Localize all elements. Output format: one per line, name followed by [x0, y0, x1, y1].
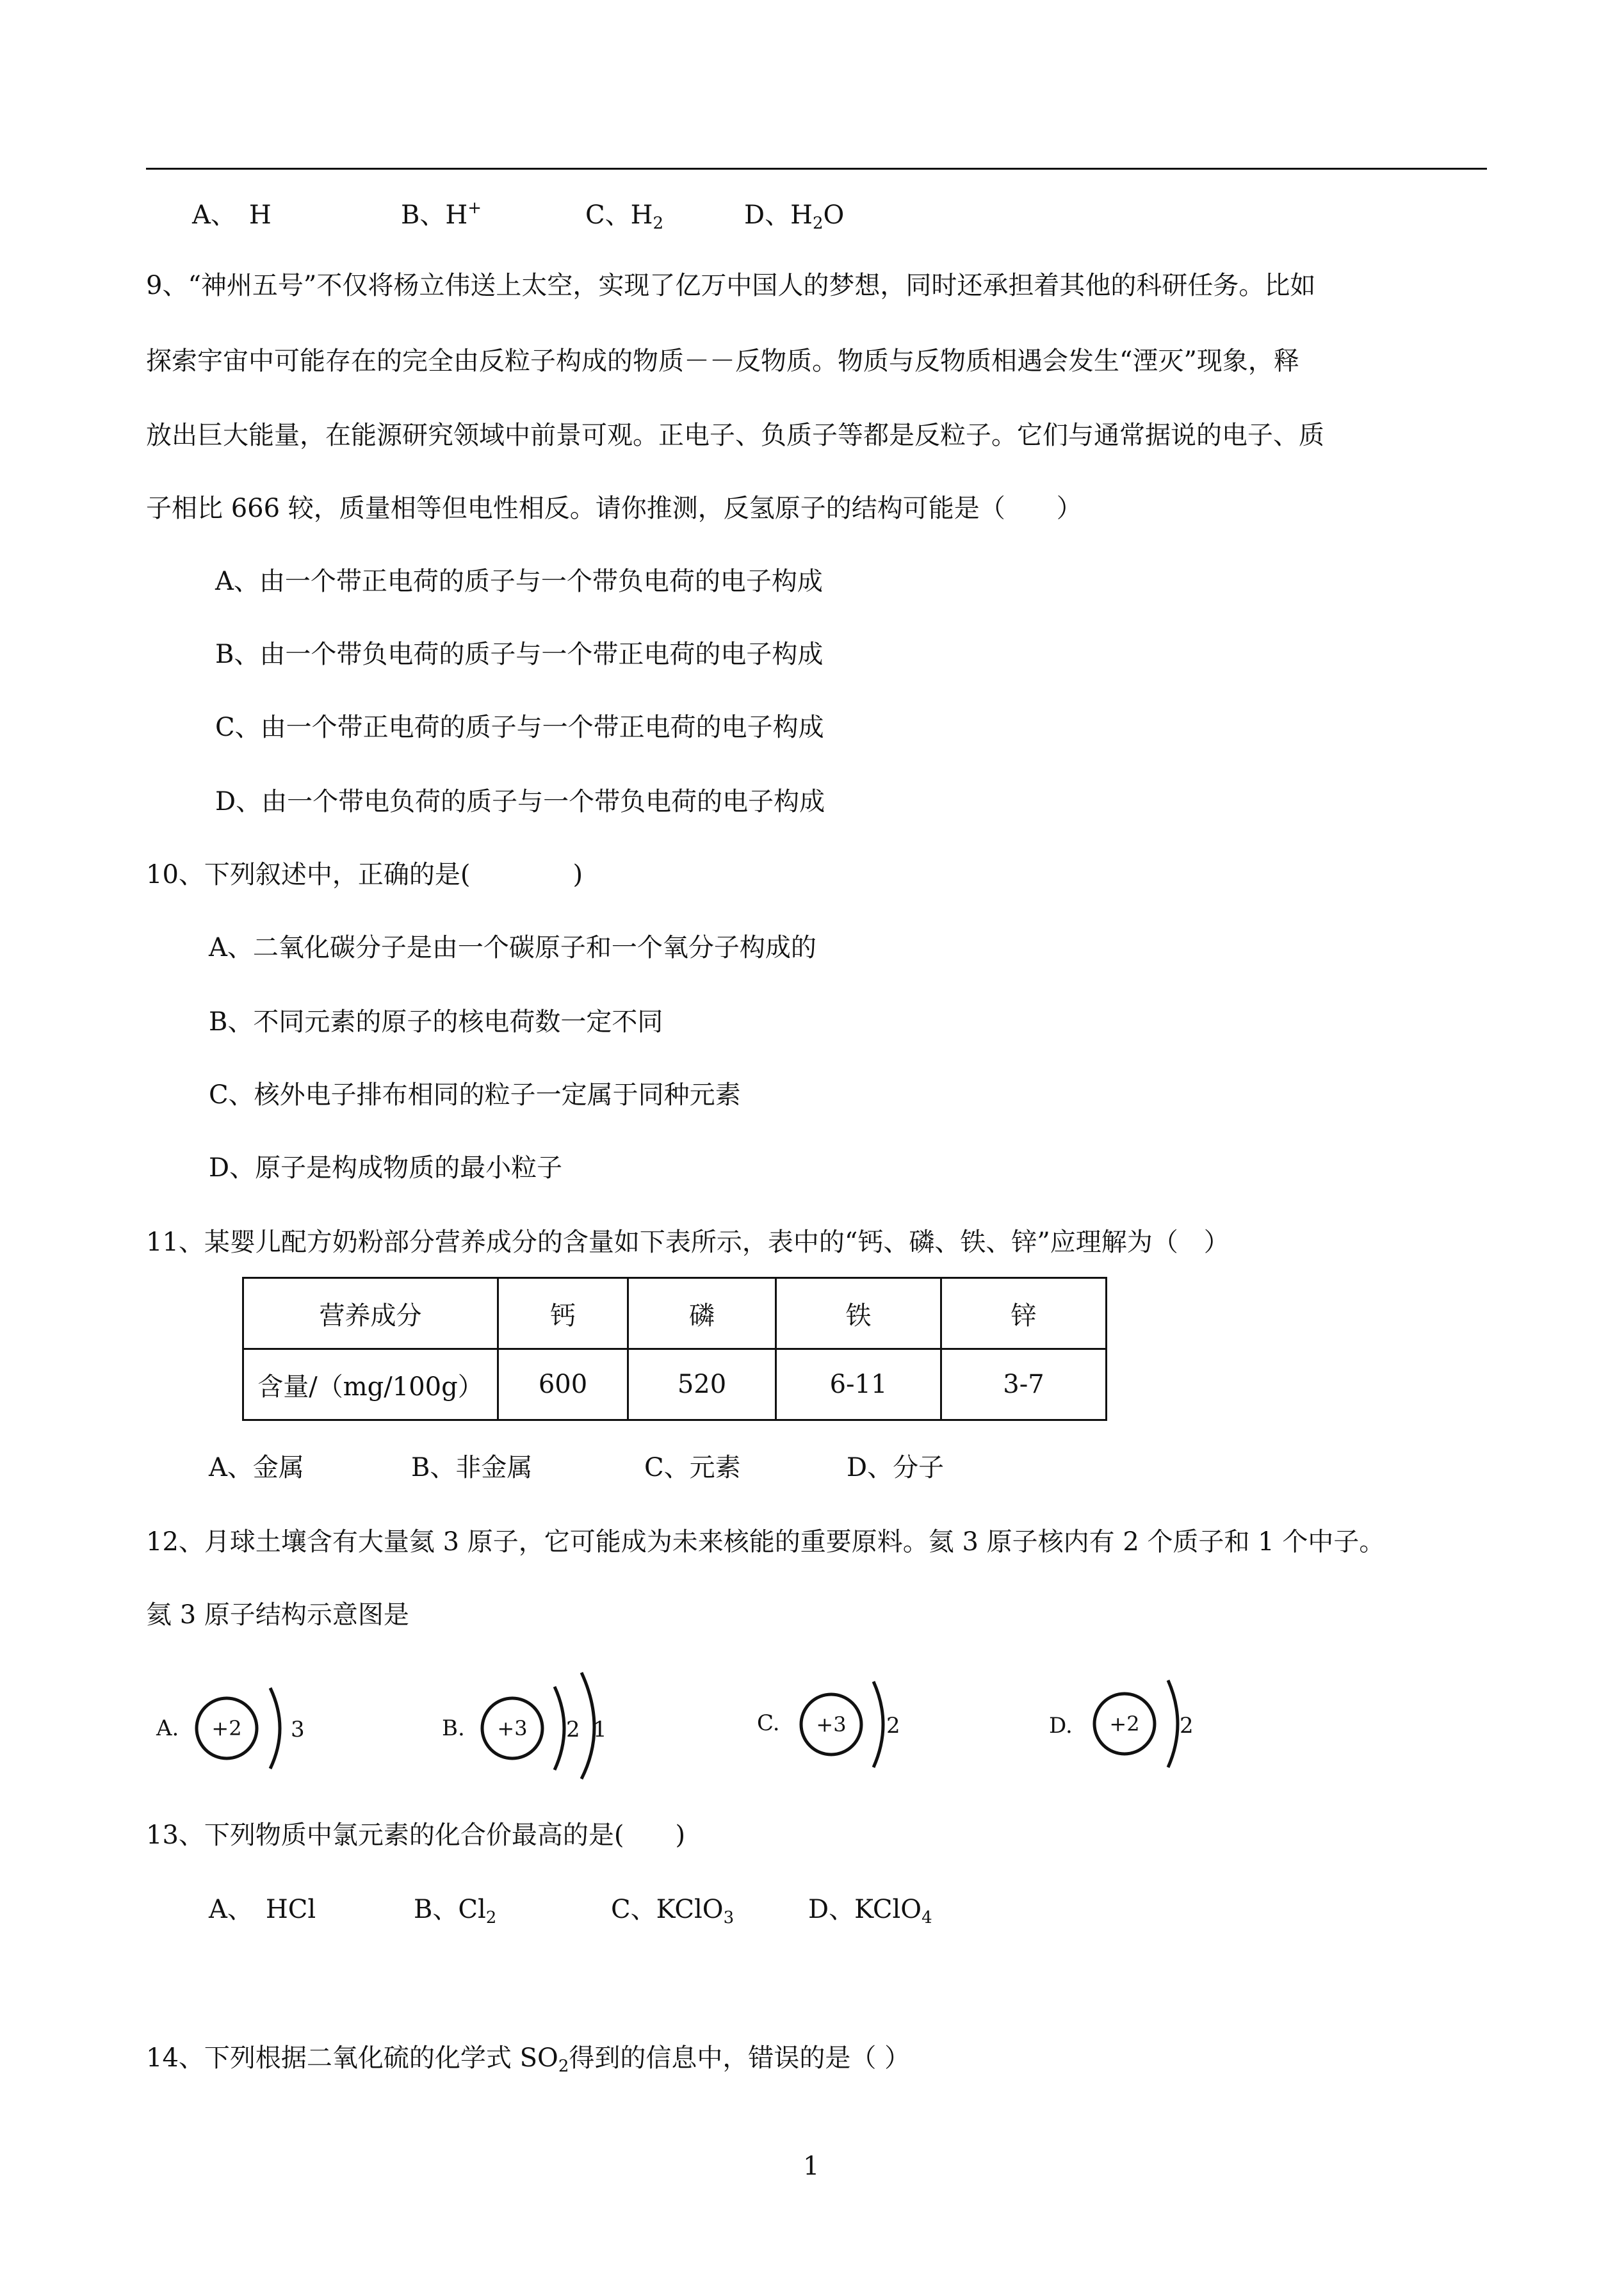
q13-option-d: D、KClO$_4$ — [808, 1895, 932, 1927]
table-header-cell: 营养成分 — [243, 1278, 498, 1349]
q9-stem-line-1: 9、“神州五号”不仅将杨立伟送上太空，实现了亿万中国人的梦想，同时还承担着其他的科研任务。比如 — [146, 271, 1316, 300]
q12-stem-line-2: 氦 3 原子结构示意图是 — [146, 1600, 409, 1630]
q8-option-d: D、$H_2O$ — [744, 200, 845, 233]
electron-shell — [581, 1673, 594, 1779]
q13-option-b: B、$Cl_2$ — [414, 1895, 497, 1927]
q9-option-a: A、由一个带正电荷的质子与一个带负电荷的电子构成 — [215, 567, 823, 596]
table-header-cell: 钙 — [498, 1278, 628, 1349]
q11-option-c: C、元素 — [644, 1453, 741, 1482]
q11-option-a: A、金属 — [209, 1453, 304, 1482]
q10-option-d: D、原子是构成物质的最小粒子 — [209, 1153, 563, 1183]
q12-stem-line-1: 12、月球土壤含有大量氦 3 原子，它可能成为未来核能的重要原料。氦 3 原子核内有 2 个质子和 1 个中子。 — [146, 1527, 1385, 1557]
atom-diagram-c — [754, 1671, 921, 1780]
q11-option-d: D、分子 — [847, 1453, 945, 1482]
table-header-cell: 铁 — [776, 1278, 941, 1349]
shell-electron-count: 2 — [1180, 1713, 1194, 1739]
electron-shell — [555, 1687, 564, 1770]
q10-option-a: A、二氧化碳分子是由一个碳原子和一个氧分子构成的 — [209, 933, 816, 962]
header-rule — [146, 168, 1487, 170]
electron-shell — [270, 1688, 280, 1769]
nucleus-charge: +3 — [497, 1716, 528, 1740]
q11-option-b: B、非金属 — [411, 1453, 533, 1482]
nucleus-charge: +2 — [1109, 1712, 1140, 1736]
shell-electron-count: 3 — [291, 1717, 305, 1742]
q10-stem: 10、下列叙述中，正确的是( ) — [146, 860, 583, 889]
q9-stem-line-3: 放出巨大能量，在能源研究领域中前景可观。正电子、负质子等都是反粒子。它们与通常据说的电子、质 — [146, 421, 1324, 450]
q9-option-d: D、由一个带电负荷的质子与一个带负电荷的电子构成 — [215, 787, 825, 816]
q9-stem-line-2: 探索宇宙中可能存在的完全由反粒子构成的物质－－反物质。物质与反物质相遇会发生“湮灭”现象，释 — [146, 346, 1299, 376]
shell-electron-count: 2 — [566, 1717, 580, 1742]
table-header-cell: 磷 — [628, 1278, 776, 1349]
diagram-label: C. — [757, 1710, 780, 1736]
table-cell: 520 — [628, 1349, 776, 1420]
table-header-cell: 锌 — [941, 1278, 1107, 1349]
q8-option-b: B、H+ — [401, 199, 482, 230]
nutrition-table — [242, 1277, 1107, 1421]
q14-stem: 14、下列根据二氧化硫的化学式 $SO_2$得到的信息中，错误的是（ ） — [146, 2043, 911, 2076]
q13-option-c: C、KClO$_3$ — [611, 1895, 735, 1927]
q13-option-a: A、 HCl — [209, 1895, 316, 1924]
q10-option-c: C、核外电子排布相同的粒子一定属于同种元素 — [209, 1080, 741, 1110]
electron-shell — [1168, 1680, 1178, 1767]
shell-electron-count: 1 — [593, 1717, 607, 1742]
atom-diagram-d — [1046, 1671, 1213, 1780]
table-cell: 600 — [498, 1349, 628, 1420]
diagram-label: A. — [156, 1715, 179, 1741]
nucleus-charge: +2 — [211, 1716, 242, 1740]
q9-option-b: B、由一个带负电荷的质子与一个带正电荷的电子构成 — [215, 640, 824, 669]
q9-option-c: C、由一个带正电荷的质子与一个带正电荷的电子构成 — [215, 713, 824, 742]
atom-diagram-b — [439, 1665, 631, 1780]
table-cell: 3-7 — [941, 1349, 1107, 1420]
q11-stem: 11、某婴儿配方奶粉部分营养成分的含量如下表所示，表中的“钙、磷、铁、锌”应理解为（ ） — [146, 1228, 1230, 1257]
q13-stem: 13、下列物质中氯元素的化合价最高的是( ) — [146, 1821, 686, 1850]
shell-electron-count: 2 — [886, 1713, 900, 1739]
electron-shell — [873, 1682, 883, 1767]
page-number: 1 — [803, 2152, 820, 2181]
table-row — [243, 1278, 1107, 1349]
q9-stem-line-4: 子相比 666 较，质量相等但电性相反。请你推测，反氢原子的结构可能是（ ） — [146, 494, 1082, 523]
q8-option-a: A、 H — [192, 200, 272, 230]
q10-option-b: B、不同元素的原子的核电荷数一定不同 — [209, 1007, 663, 1037]
diagram-label: B. — [442, 1715, 465, 1741]
table-cell: 6-11 — [776, 1349, 941, 1420]
diagram-label: D. — [1049, 1713, 1073, 1739]
q8-option-c: C、$H_2$ — [585, 200, 664, 233]
table-row — [243, 1349, 1107, 1420]
table-cell: 含量/（mg/100g） — [243, 1349, 498, 1420]
atom-diagram-a — [154, 1670, 320, 1779]
nucleus-charge: +3 — [816, 1712, 847, 1737]
